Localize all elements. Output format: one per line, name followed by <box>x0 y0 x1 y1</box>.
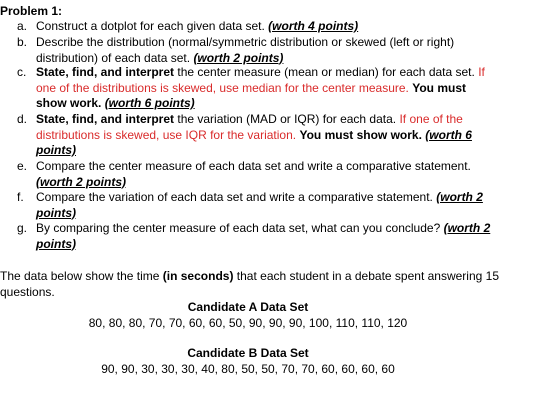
item-text: Compare the variation of each data set and write a comparative statement. <box>36 190 433 204</box>
item-text: By comparing the center measure of each data set, what can you conclude? <box>36 221 441 235</box>
intro-unit: (in seconds) <box>162 269 234 283</box>
item-points: (worth 2 points) <box>193 50 284 65</box>
intro-text: The data below show the time <box>0 269 160 283</box>
item-requirement: You must show work. <box>36 80 466 110</box>
item-text: Describe the distribution (normal/symmetric distribution or skewed (left or right) distribution) of each data set. <box>36 35 455 65</box>
item-e <box>17 159 497 190</box>
item-text: Construct a dotplot for each given data set. <box>36 19 265 33</box>
dataset-b-values: 90, 90, 30, 30, 30, 40, 80, 50, 50, 70, 70, 60, 60, 60, 60 <box>101 362 395 376</box>
intro-text-end: that each student in a debate spent answering 15 questions. <box>0 269 499 299</box>
intro-paragraph <box>0 268 500 300</box>
item-letter: f. <box>17 190 24 204</box>
item-b <box>17 35 497 66</box>
item-points: (worth 4 points) <box>268 19 359 33</box>
item-points: (worth 2 points) <box>36 190 483 220</box>
item-points: (worth 6 points) <box>104 96 195 110</box>
item-emphasis: State, find, and interpret <box>36 65 175 79</box>
item-c <box>17 65 497 112</box>
item-note: If one of the distributions is skewed, use median for the center measure. <box>36 65 485 95</box>
item-note: If one of the distributions is skewed, use IQR for the variation. <box>36 112 463 142</box>
item-letter: d. <box>17 112 28 126</box>
item-d <box>17 112 497 159</box>
dataset-a-title: Candidate A Data Set <box>187 300 309 314</box>
item-text: the center measure (mean or median) for each data set. <box>177 65 475 79</box>
item-a <box>17 19 497 35</box>
item-text: the variation (MAD or IQR) for each data. <box>177 112 397 126</box>
item-text: Compare the center measure of each data set and write a comparative statement. <box>36 159 471 173</box>
item-points: (worth 6 points) <box>36 127 472 157</box>
item-f <box>17 190 497 221</box>
item-g <box>17 221 497 252</box>
item-letter: g. <box>17 221 28 235</box>
item-emphasis: State, find, and interpret <box>36 112 175 126</box>
item-points: (worth 2 points) <box>36 221 491 251</box>
item-letter: a. <box>17 19 28 33</box>
item-letter: b. <box>17 35 28 49</box>
item-letter: c. <box>17 65 27 79</box>
item-requirement: You must show work. <box>299 127 422 142</box>
problem-title: Problem 1: <box>0 4 63 18</box>
dataset-b-title: Candidate B Data Set <box>187 346 309 360</box>
dataset-a-values: 80, 80, 80, 70, 70, 60, 60, 50, 90, 90, 90, 100, 110, 110, 120 <box>88 316 408 330</box>
item-letter: e. <box>17 159 28 173</box>
item-points: (worth 2 points) <box>36 174 126 189</box>
